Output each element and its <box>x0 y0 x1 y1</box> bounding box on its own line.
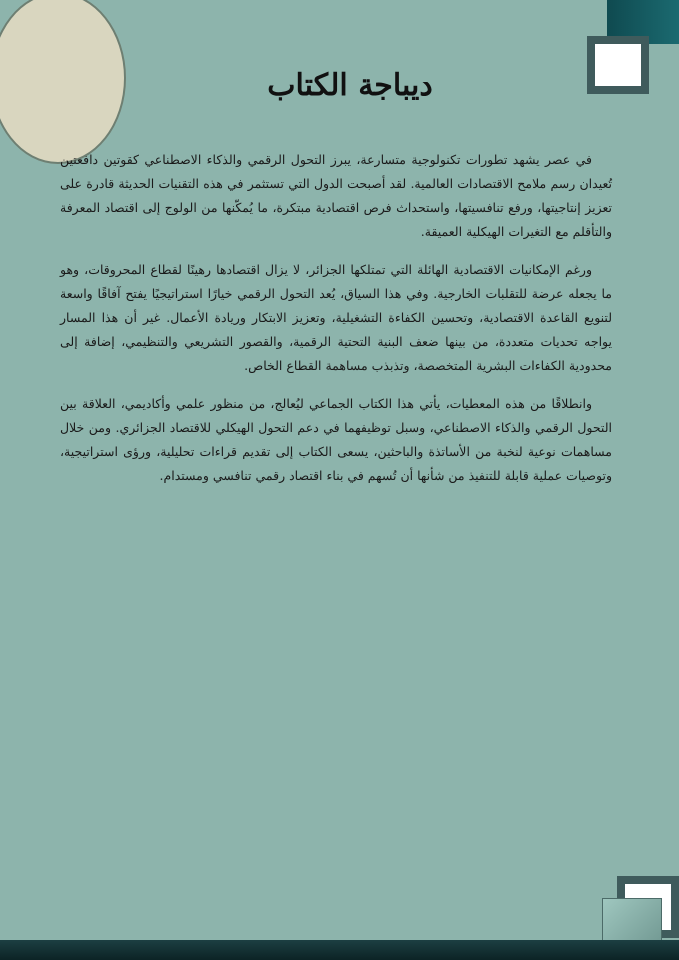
paragraph-3: وانطلاقًا من هذه المعطيات، يأتي هذا الكتاب الجماعي ليُعالج، من منظور علمي وأكاديمي، العلاقة بين التحول الرقمي والذكاء الاصطناعي، وسبل توظيفهما في دعم التحول الهيكلي للاقتصاد الجزائري. ومن خلال مساهمات نوعية لنخبة من الأساتذة والباحثين، يسعى الكتاب إلى تقديم قراءات تحليلية، ورؤى استراتيجية، وتوصيات عملية قابلة للتنفيذ من شأنها أن تُسهم في بناء اقتصاد رقمي تنافسي ومستدام. <box>60 396 612 483</box>
decorative-bottom-bar <box>0 940 679 960</box>
page-title: ديباجة الكتاب <box>267 68 433 103</box>
paragraph-1: في عصر يشهد تطورات تكنولوجية متسارعة، يبرز التحول الرقمي والذكاء الاصطناعي كقوتين دافعتين تُعيدان رسم ملامح الاقتصادات العالمية. لقد أصبحت الدول التي تستثمر في هذه التقنيات الحديثة قادرة على تعزيز إنتاجيتها، ورفع تنافسيتها، واستحداث فرص اقتصادية مبتكرة، ما يُمكّنها من الولوج إلى اقتصاد المعرفة والتأقلم مع التغيرات الهيكلية العميقة. <box>60 152 612 239</box>
document-body <box>60 148 612 502</box>
decorative-top-square-inner <box>595 44 641 86</box>
paragraph-2: ورغم الإمكانيات الاقتصادية الهائلة التي تمتلكها الجزائر، لا يزال اقتصادها رهينًا لقطاع المحروقات، وهو ما يجعله عرضة للتقلبات الخارجية. وفي هذا السياق، يُعد التحول الرقمي خيارًا استراتيجيًا يفتح آفاقًا واسعة لتنويع القاعدة الاقتصادية، وتحسين الكفاءة التشغيلية، وتعزيز الابتكار وريادة الأعمال. غير أن هذا المسار يواجه تحديات متعددة، من بينها ضعف البنية التحتية الرقمية، والقصور التشريعي والتنظيمي، إضافة إلى محدودية الكفاءات البشرية المتخصصة، وتذبذب مساهمة القطاع الخاص. <box>60 262 612 373</box>
decorative-top-square <box>587 36 649 94</box>
decorative-circle <box>0 0 126 164</box>
